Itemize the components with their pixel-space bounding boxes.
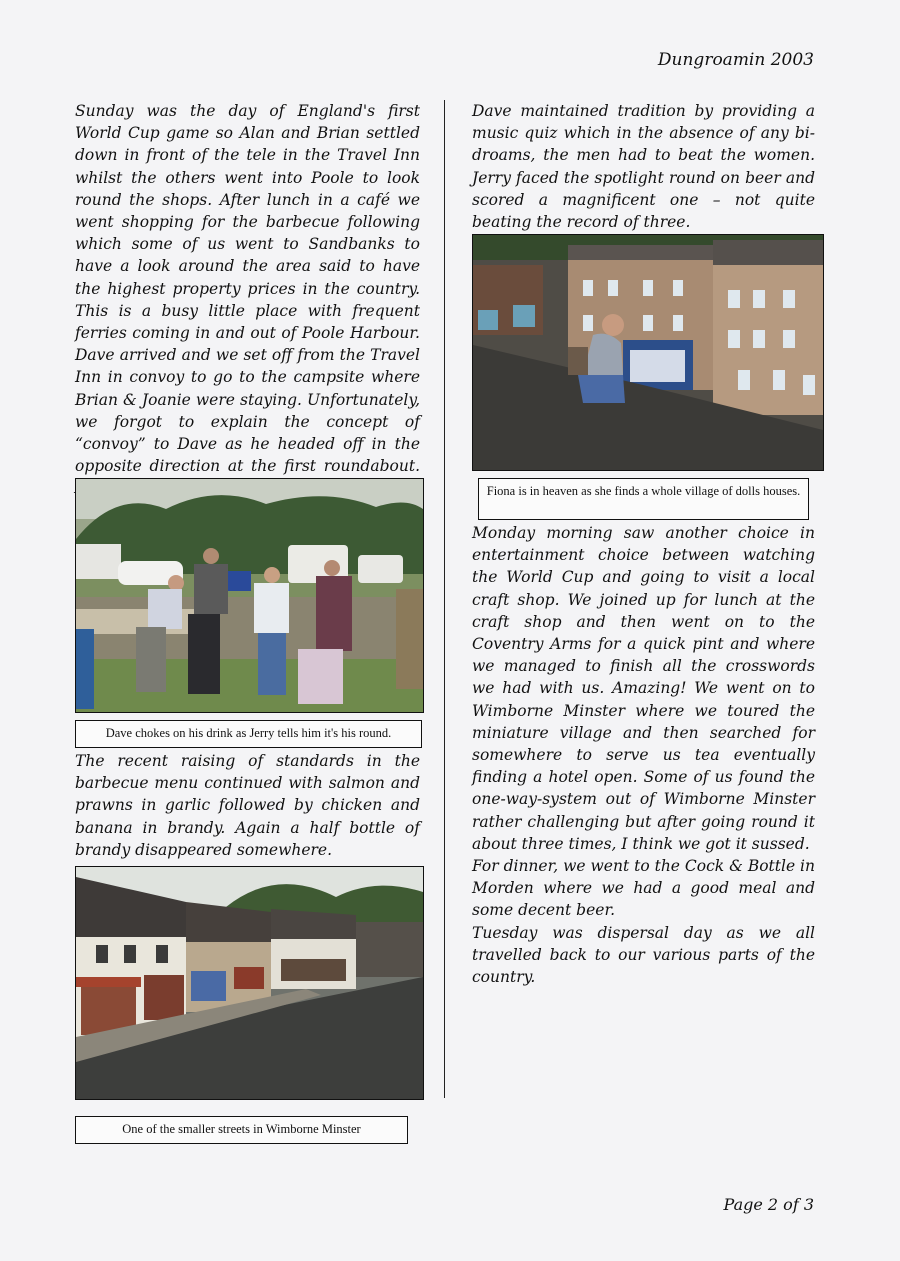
- paragraph-dinner: For dinner, we went to the Cock & Bottle in Morden where we had a good meal and some decent beer.: [472, 857, 815, 920]
- page-header-title: Dungroamin 2003: [657, 50, 814, 70]
- paragraph-monday: Monday morning saw another choice in entertainment choice between watching the World Cup and going to visit a local craft shop. We joined up for lunch at the craft shop and then went on to the Coventry Arms for a quick pint and where we managed to finish all the crosswords we had with us. Amazing! We went on to Wimborne Minster where we toured the miniature village and then searched for somewhere to serve us tea eventually finding a hotel open. Some of us found the one-way-system out of Wimborne Minster rather challenging but after going round it about three times, I think we got it sussed.: [472, 524, 815, 853]
- photo-wimborne-street: [75, 866, 424, 1100]
- right-column-text-2: [472, 522, 815, 988]
- page-number: Page 2 of 3: [723, 1195, 814, 1214]
- caption-campsite: Dave chokes on his drink as Jerry tells him it's his round.: [75, 720, 422, 748]
- column-divider: [444, 100, 445, 1098]
- paragraph-tuesday: Tuesday was dispersal day as we all travelled back to our various parts of the country.: [472, 923, 815, 987]
- caption-wimborne-street: One of the smaller streets in Wimborne Minster: [75, 1116, 408, 1144]
- street-photo-image: [76, 867, 423, 1099]
- paragraph-music-quiz: Dave maintained tradition by providing a music quiz which in the absence of any bi-droams, the men had to beat the women. Jerry faced the spotlight round on beer and scored a magnificent one – not quite beating the record of three.: [472, 102, 815, 232]
- paragraph-barbecue: The recent raising of standards in the barbecue menu continued with salmon and prawns in garlic followed by chicken and banana in brandy. Again a half bottle of brandy disappeared somewhere.: [75, 752, 420, 859]
- campsite-photo-image: [76, 479, 423, 712]
- left-column-text-2: [75, 750, 420, 861]
- paragraph-sunday: Sunday was the day of England's first World Cup game so Alan and Brian settled down in front of the tele in the Travel Inn whilst the others went into Poole to look round the shops. After lunch in a café we went shopping for the barbecue following which some of us went to Sandbanks to have a look around the area said to have the highest property prices in the country. This is a busy little place with frequent ferries coming in and out of Poole Harbour. Dave arrived and we set off from the Travel Inn in convoy to go to the campsite where Brian & Joanie were staying. Unfortunately, we forgot to explain the concept of “convoy” to Dave as he headed off in the opposite direction at the first roundabout.: [75, 102, 420, 476]
- photo-dolls-houses: [472, 234, 824, 471]
- photo-campsite: [75, 478, 424, 713]
- caption-dolls-houses: Fiona is in heaven as she finds a whole village of dolls houses.: [478, 478, 809, 520]
- right-column-text-1: [472, 100, 815, 233]
- left-column-text-1: [75, 100, 420, 522]
- dolls-houses-photo-image: [473, 235, 823, 470]
